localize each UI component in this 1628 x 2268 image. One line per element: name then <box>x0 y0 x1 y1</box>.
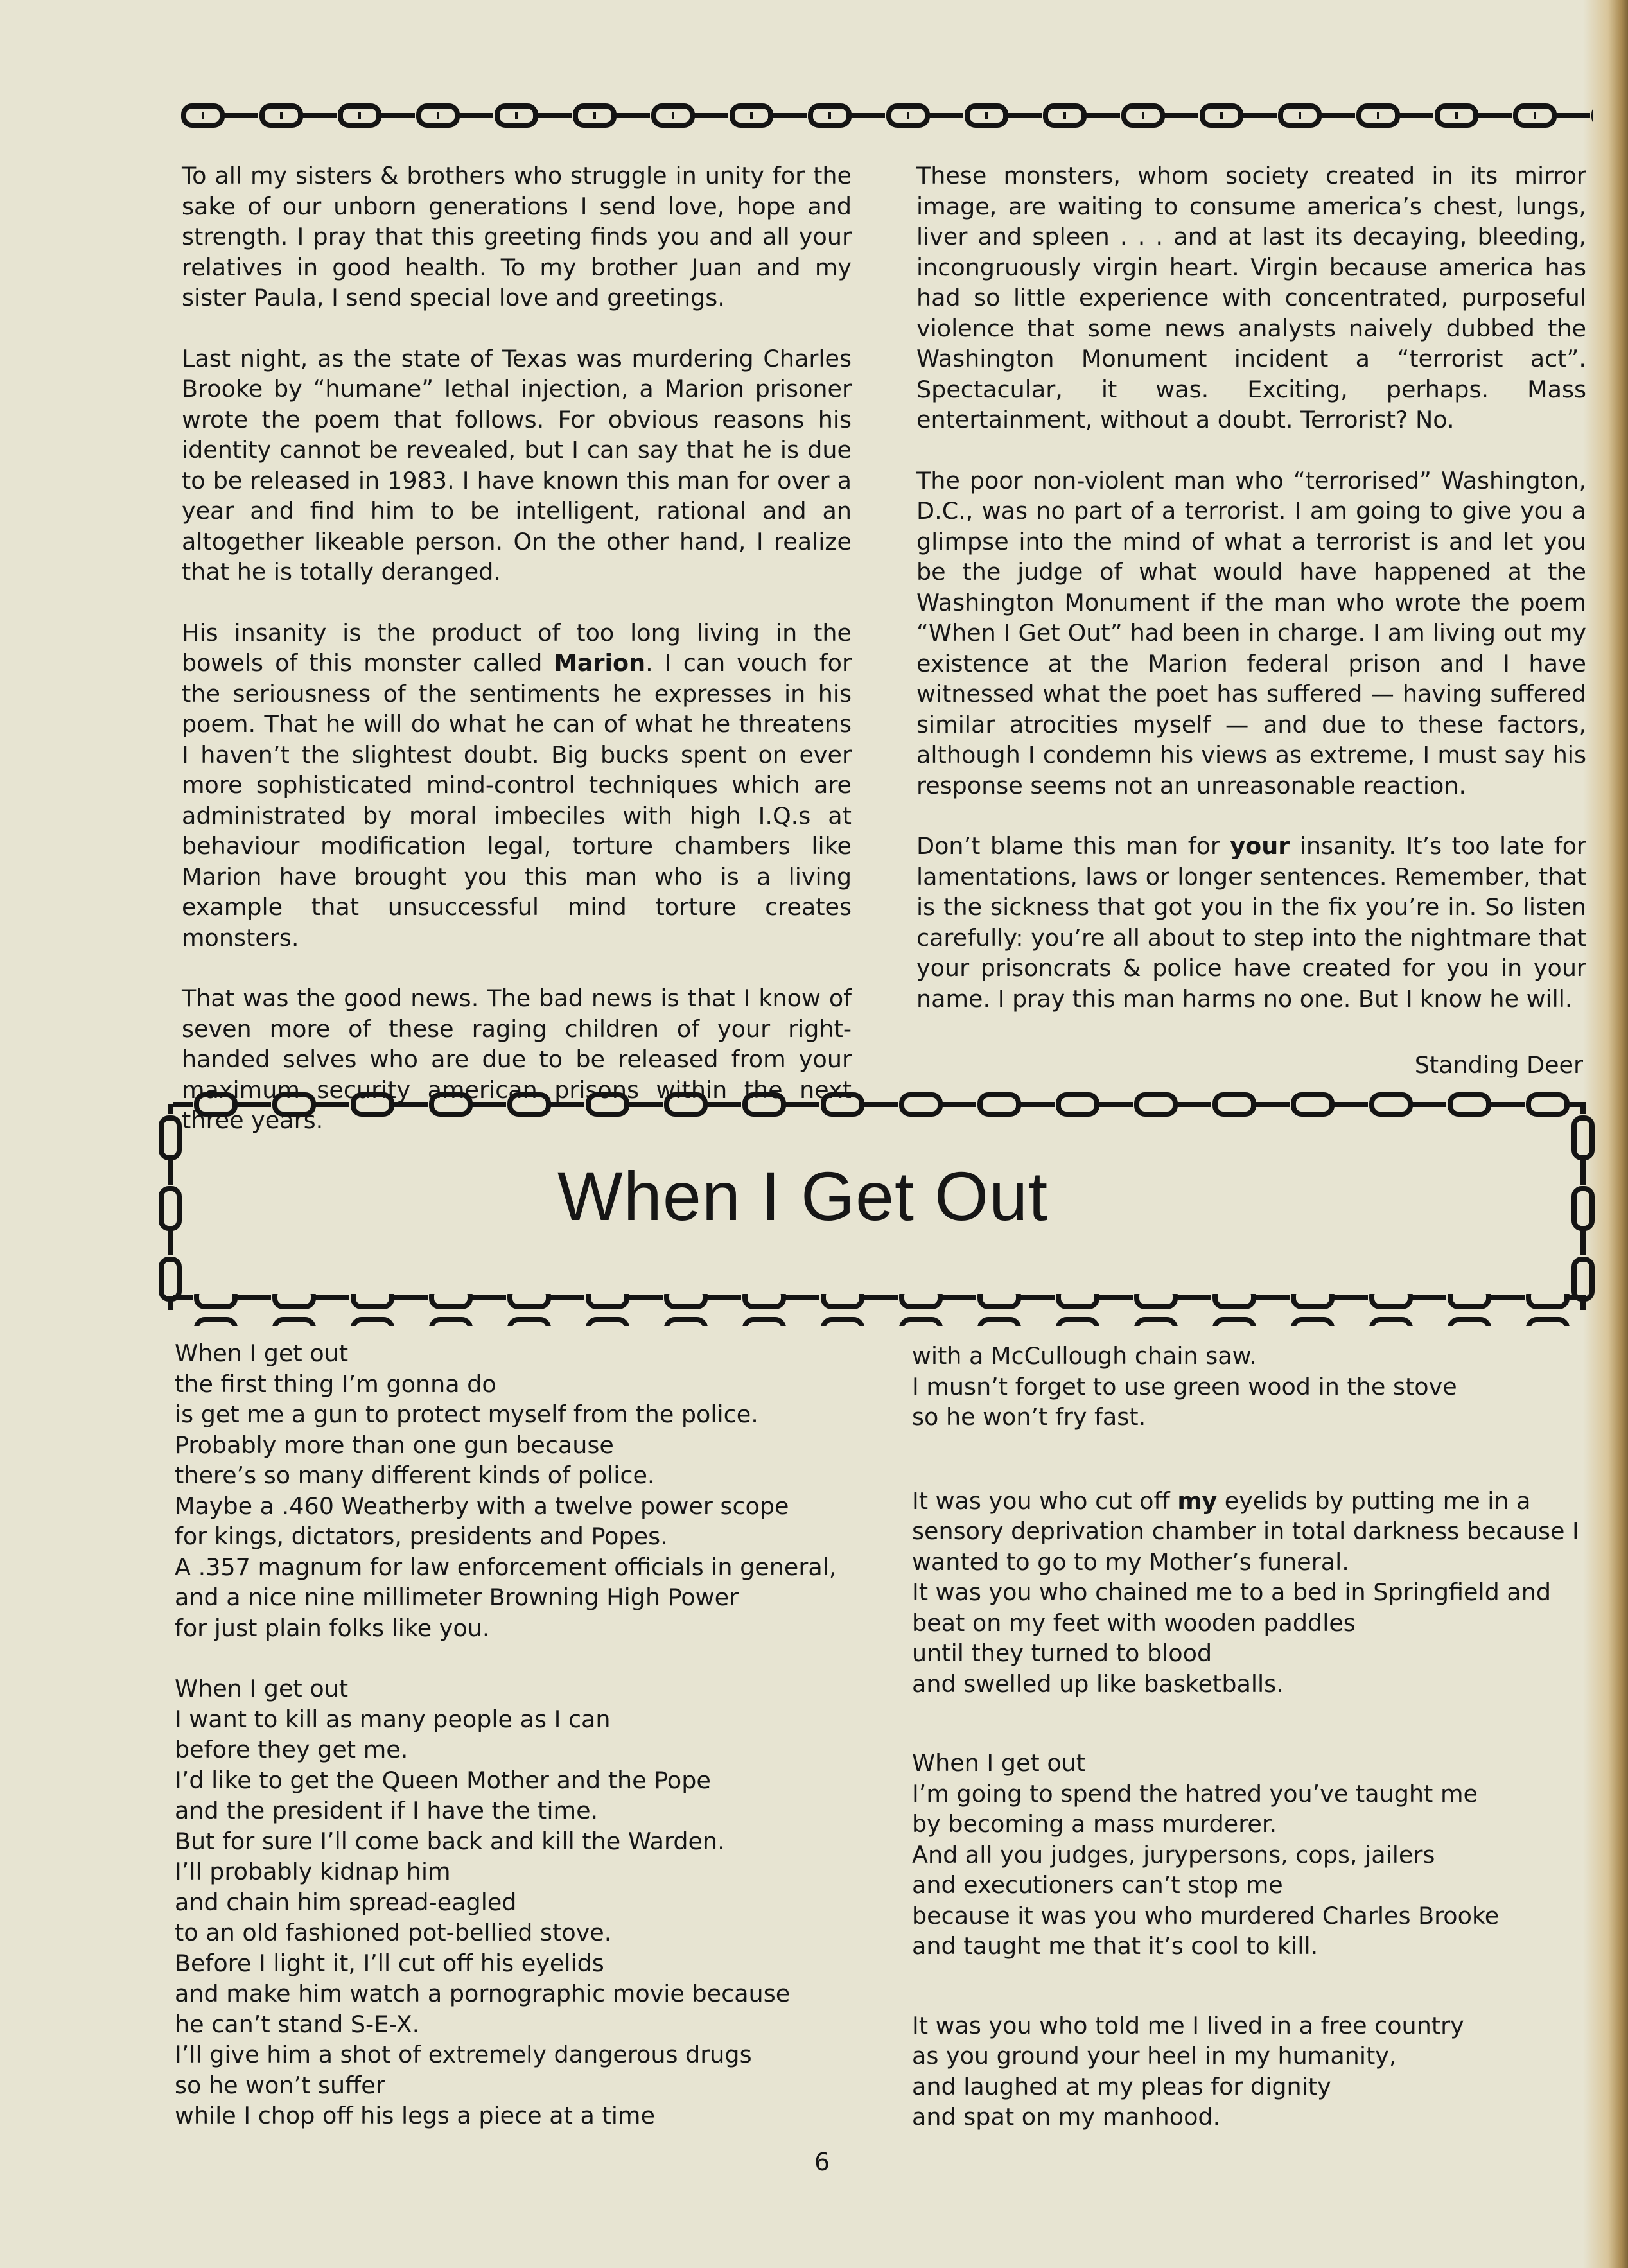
poem-right-column <box>912 1341 1606 2133</box>
poem-line: for just plain folks like you. <box>175 1614 490 1642</box>
poem-stanza <box>175 1338 868 1643</box>
letter-paragraph: That was the good news. The bad news is that I know of seven more of these raging children of your right-handed selves who are due to be released from your <box>182 984 852 1073</box>
poem-line: the first thing I’m gonna do <box>175 1370 496 1398</box>
poem-line: But for sure I’ll come back and kill the Warden. <box>175 1827 725 1855</box>
poem-line: and executioners can’t stop me <box>912 1871 1283 1899</box>
letter-right-column <box>916 161 1586 1014</box>
poem-line: so he won’t fry fast. <box>912 1403 1146 1431</box>
paragraph-text: . I can vouch for the seriousness of the sentiments he expresses in his poem. That he will do what he can of what he threatens I haven’t the slightest doubt. Big bucks spent on ever more sophisticated mind-control techniques which are administrated by moral imbeciles with high I.Q.s at behaviour modification legal, torture chambers like Marion have brought you this man who is a living example that unsuccessful mind torture creates monsters. <box>182 649 852 952</box>
poem-line: with a McCullough chain saw. <box>912 1342 1257 1370</box>
paragraph-text: insanity. It’s too late for lamentations, laws or longer sentences. Remember, that is the sickness that got you in the fix you’re in. So listen carefully: you’re all about to step into the nightmare that your prisoncrats & police have created for you in your name. I pray this man harms no one. But I know he will. <box>916 832 1586 1013</box>
poem-text: eyelids by putting me in a <box>1217 1487 1531 1515</box>
poem-line: I’d like to get the Queen Mother and the Pope <box>175 1766 711 1794</box>
poem-stanza <box>912 2011 1606 2133</box>
poem-line: for kings, dictators, presidents and Popes. <box>175 1522 668 1550</box>
poem-line: When I get out <box>912 1749 1086 1777</box>
poem-line: wanted to go to my Mother’s funeral. <box>912 1548 1349 1576</box>
letter-paragraph: To all my sisters & brothers who struggle in unity for the sake of our unborn generations I send love, hope and strength. I pray that this greeting finds you and all your relatives in good health. To my brother Juan and my sister Paula, I send special love and greetings. <box>182 162 852 311</box>
poem-line: Before I light it, I’ll cut off his eyelids <box>175 1949 604 1977</box>
poem-left-column <box>175 1338 868 2131</box>
poem-line: Probably more than one gun because <box>175 1431 614 1459</box>
poem-line: is get me a gun to protect myself from the police. <box>175 1400 758 1428</box>
poem-line: and make him watch a pornographic movie because <box>175 1980 791 2007</box>
poem-line: there’s so many different kinds of police. <box>175 1461 655 1489</box>
paragraph-text: Don’t blame this man for <box>916 832 1230 860</box>
poem-stanza <box>912 1748 1606 1962</box>
poem-line: beat on my feet with wooden paddles <box>912 1609 1356 1637</box>
poem-line: so he won’t suffer <box>175 2071 385 2099</box>
poem-line: I’ll probably kidnap him <box>175 1858 451 1885</box>
poem-line: and a nice nine millimeter Browning High Power <box>175 1583 739 1611</box>
poem-line: until they turned to blood <box>912 1639 1212 1667</box>
poem-line: and taught me that it’s cool to kill. <box>912 1932 1318 1960</box>
poem-text: It was you who cut off <box>912 1487 1178 1515</box>
signature: Standing Deer <box>1414 1051 1583 1079</box>
poem-stanza <box>175 1673 868 2131</box>
poem-line: as you ground your heel in my humanity, <box>912 2042 1397 2070</box>
poem-line: When I get out <box>175 1675 349 1702</box>
poem-emphasis: my <box>1177 1487 1218 1515</box>
paragraph-emphasis: your <box>1230 832 1290 860</box>
poem-stanza <box>912 1341 1606 1433</box>
letter-paragraph: Last night, as the state of Texas was murdering Charles Brooke by “humane” lethal injection, a Marion prisoner wrote the poem that follows. For obvious reasons his identity cannot be revealed, but I can say that he is due to be released in 1983. I have known this man for over a year and find him to be intelligent, rational and an altogether likeable person. On the other hand, I realize that he is totally deranged. <box>182 344 852 586</box>
poem-line: And all you judges, jurypersons, cops, jailers <box>912 1840 1435 1869</box>
poem-line: because it was you who murdered Charles Brooke <box>912 1901 1500 1930</box>
poem-line: he can’t stand S-E-X. <box>175 2010 420 2038</box>
poem-line: It was you who chained me to a bed in Springfield and <box>912 1578 1552 1606</box>
poem-line: and the president if I have the time. <box>175 1797 599 1824</box>
poem-line: and spat on my manhood. <box>912 2103 1221 2131</box>
poem-line: and chain him spread-eagled <box>175 1888 517 1916</box>
paragraph-emphasis: Marion <box>554 649 646 677</box>
poem-line: and laughed at my pleas for dignity <box>912 2072 1331 2100</box>
poem-line: while I chop off his legs a piece at a time <box>175 2102 655 2129</box>
poem-line: and swelled up like basketballs. <box>912 1670 1284 1698</box>
letter-paragraph <box>182 618 852 954</box>
page-number: 6 <box>814 2148 830 2176</box>
letter-left-column <box>182 161 852 1136</box>
poem-line: When I get out <box>175 1339 349 1367</box>
poem-line: I’ll give him a shot of extremely dangerous drugs <box>175 2041 752 2068</box>
poem-line: I musn’t forget to use green wood in the stove <box>912 1372 1457 1400</box>
letter-paragraph <box>916 831 1586 1014</box>
poem-line <box>912 1486 1606 1517</box>
poem-line: to an old fashioned pot-bellied stove. <box>175 1919 612 1946</box>
poem-line: sensory deprivation chamber in total darkness because I <box>912 1517 1579 1545</box>
poem-stanza <box>912 1486 1606 1700</box>
poem-line: I want to kill as many people as I can <box>175 1705 611 1733</box>
poem-line: by becoming a mass murderer. <box>912 1810 1277 1838</box>
poem-title: When I Get Out <box>557 1157 1049 1235</box>
poem-line: It was you who told me I lived in a free country <box>912 2011 1464 2039</box>
poem-line: A .357 magnum for law enforcement officials in general, <box>175 1553 837 1581</box>
poem-line: I’m going to spend the hatred you’ve taught me <box>912 1779 1478 1808</box>
paragraph-text: His insanity is the product of too long living in the bowels of this monster called <box>182 618 852 677</box>
poem-line: Maybe a .460 Weatherby with a twelve power scope <box>175 1492 789 1520</box>
letter-paragraph: The poor non-violent man who “terrorised” Washington, D.C., was no part of a terrorist. I am going to give you a glimpse into the mind of what a terrorist is and let you be the judge of what would have happened at the Washington Monument if the man who wrote the poem “When I Get Out” had been in charge. I am living out my existence at the Marion federal prison and I have witnessed what the poet has suffered — having suffered similar atrocities myself — and due to these factors, although I condemn his views as extreme, I must say his response seems not an unreasonable reaction. <box>916 466 1586 799</box>
top-chain-divider <box>180 100 1593 132</box>
letter-paragraph: These monsters, whom society created in its mirror image, are waiting to consume america’s chest, lungs, liver and spleen . . . and at last its decaying, bleeding, incongruously virgin heart. Virgin because america has had so little experience with concentrated, purposeful violence that some news analysts naively dubbed the Washington Monument incident a “terrorist act”. Spectacular, it was. Exciting, perhaps. Mass entertainment, without a doubt. Terrorist? No. <box>916 162 1586 433</box>
poem-line: before they get me. <box>175 1736 408 1763</box>
